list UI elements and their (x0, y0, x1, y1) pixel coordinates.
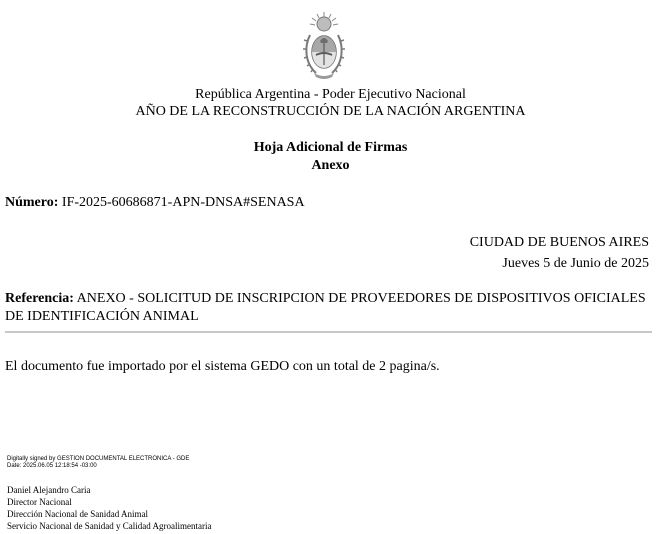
signer-block (7, 484, 211, 532)
document-number-label: Número: (5, 195, 59, 210)
document-number (5, 195, 305, 211)
digital-signature-date: Date: 2025.06.05 12:18:54 -03:00 (7, 463, 97, 469)
divider (5, 331, 652, 333)
year-motto: AÑO DE LA RECONSTRUCCIÓN DE LA NACIÓN ARGENTINA (135, 104, 526, 119)
document-city: CIUDAD DE BUENOS AIRES (469, 235, 649, 250)
document-number-value: IF-2025-60686871-APN-DNSA#SENASA (61, 195, 305, 210)
document-reference (5, 290, 655, 326)
argentina-coat-of-arms-icon (302, 11, 346, 83)
document-title: Hoja Adicional de Firmas (253, 140, 408, 155)
signer-agency: Servicio Nacional de Sanidad y Calidad Agroalimentaria (7, 521, 212, 531)
reference-value: ANEXO - SOLICITUD DE INSCRIPCION DE PROVEEDORES DE DISPOSITIVOS OFICIALES DE IDENTIFICACIÓN ANIMAL (5, 291, 646, 324)
government-header: República Argentina - Poder Ejecutivo Nacional (195, 87, 466, 102)
digital-signature-stamp (7, 456, 189, 470)
document-subtitle: Anexo (311, 158, 350, 173)
signer-role: Director Nacional (7, 497, 72, 507)
signer-name: Daniel Alejandro Caria (7, 485, 91, 495)
document-body: El documento fue importado por el sistema GEDO con un total de 2 pagina/s. (5, 359, 440, 374)
document-date: Jueves 5 de Junio de 2025 (502, 256, 649, 271)
digital-signature-signer: Digitally signed by GESTION DOCUMENTAL ELECTRONICA - GDE (7, 456, 190, 462)
reference-label: Referencia: (5, 291, 74, 306)
signer-office: Dirección Nacional de Sanidad Animal (7, 509, 148, 519)
